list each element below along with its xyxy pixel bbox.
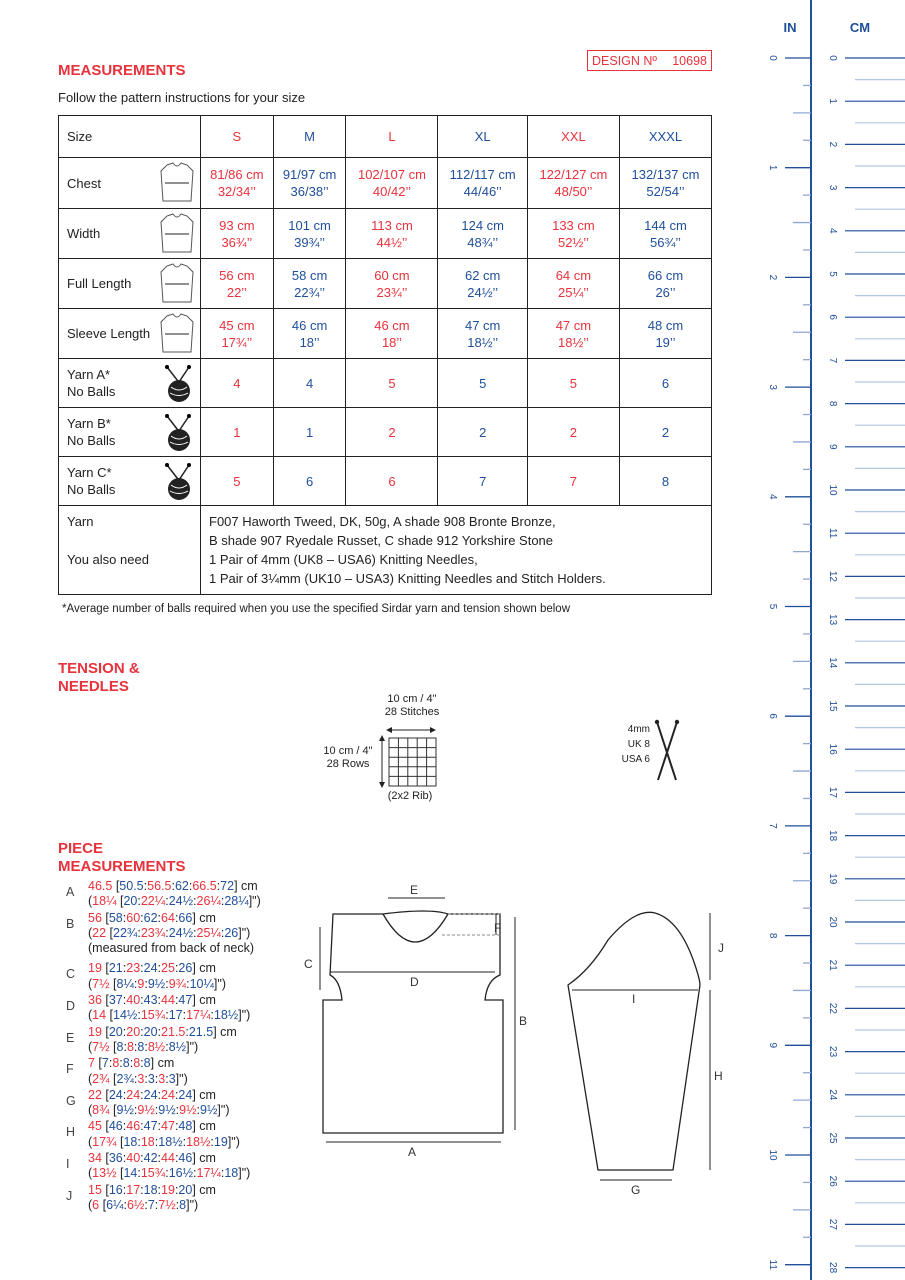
size-label: Size <box>59 116 201 158</box>
measurement-cell: 60 cm 23¾’’ <box>346 259 438 309</box>
inch-number: 6 <box>767 713 778 719</box>
measurement-cell: 132/137 cm 52/54’’ <box>619 158 711 209</box>
measurement-cell: 45 cm 17¾’’ <box>201 309 274 359</box>
measuring-ruler <box>760 0 905 1280</box>
row-label: Full Length <box>67 276 132 291</box>
tension-width-label: 10 cm / 4" 28 Stitches <box>384 693 440 718</box>
ball-count: 5 <box>346 359 438 408</box>
piece-measurements-list <box>66 879 261 1213</box>
yarn-balls-row: Yarn C* No Balls 5 6 6 7 7 8 <box>59 457 712 506</box>
cm-number: 10 <box>827 484 838 496</box>
cm-number: 26 <box>827 1175 838 1187</box>
ball-count: 1 <box>273 408 346 457</box>
row-label: Chest <box>67 175 101 191</box>
cm-number: 17 <box>827 786 838 798</box>
ball-count: 7 <box>527 457 619 506</box>
label-i: I <box>632 992 636 1006</box>
needle-size-label: 4mm UK 8 USA 6 <box>621 724 650 765</box>
inch-number: 4 <box>767 494 778 500</box>
measurement-cell: 46 cm 18’’ <box>346 309 438 359</box>
cm-number: 12 <box>827 570 838 582</box>
ball-count: 2 <box>619 408 711 457</box>
label-h: H <box>714 1069 723 1083</box>
measurements-intro: Follow the pattern instructions for your size <box>58 90 306 105</box>
cm-number: 6 <box>827 314 838 320</box>
piece-measurement-j: J 15 [16:17:18:19:20] cm (6 [6¼:6½:7:7½:8]") <box>66 1182 216 1212</box>
piece-measurement-h: H 45 [46:46:47:47:48] cm (17¾ [18:18:18½:18½:19]") <box>66 1119 240 1149</box>
measurement-cell: 81/86 cm 32/34’’ <box>201 158 274 209</box>
measurement-cell: 47 cm 18½’’ <box>527 309 619 359</box>
cm-number: 14 <box>827 657 838 669</box>
cm-number: 22 <box>827 1002 838 1014</box>
ball-count: 5 <box>201 457 274 506</box>
cm-number: 28 <box>827 1262 838 1274</box>
design-label: DESIGN Nº <box>592 53 657 68</box>
label-j: J <box>718 941 724 955</box>
measurement-cell: 56 cm 22’’ <box>201 259 274 309</box>
cm-number: 18 <box>827 830 838 842</box>
tension-height-label: 10 cm / 4" 28 Rows <box>323 745 373 770</box>
table-row <box>59 209 712 259</box>
yarn-info-row: Yarn You also need F007 Haworth Tweed, DK, 50g, A shade 908 Bronte Bronze, B shade 907 Ryedale Russet, C shade 912 Yorkshire Stone 1 Pair of 4mm (UK8 – USA6) Knitting Needles, 1 Pair of 3¼mm (UK10 – USA3) Knitting Needles and Stitch Holders. <box>59 506 712 595</box>
inch-number: 11 <box>767 1259 778 1270</box>
tension-title-2: NEEDLES <box>58 678 129 695</box>
measurement-cell: 91/97 cm 36/38’’ <box>273 158 346 209</box>
measurement-cell: 112/117 cm 44/46’’ <box>438 158 527 209</box>
inch-number: 0 <box>767 55 778 61</box>
size-header-xxl: XXL <box>527 116 619 158</box>
ball-count: 1 <box>201 408 274 457</box>
cm-number: 19 <box>827 873 838 885</box>
piece-measurements-heading: PIECE MEASUREMENTS <box>58 840 186 875</box>
size-header-xl: XL <box>438 116 527 158</box>
inch-label: IN <box>783 20 797 35</box>
size-header-m: M <box>273 116 346 158</box>
size-header-xxxl: XXXL <box>619 116 711 158</box>
cm-number: 25 <box>827 1132 838 1144</box>
measurements-table <box>58 115 712 595</box>
measurement-cell: 102/107 cm 40/42’’ <box>346 158 438 209</box>
tension-grid-icon <box>378 718 440 790</box>
label-e: E <box>410 883 419 897</box>
piece-measurement-i: I 34 [36:40:42:44:46] cm (13½ [14:15¾:16½:17¼:18]") <box>66 1151 251 1181</box>
body-piece-outline <box>323 911 503 1133</box>
yarn-note: *Average number of balls required when you use the specified Sirdar yarn and tension shown below <box>62 603 571 615</box>
inch-number: 1 <box>767 164 778 171</box>
row-label: Sleeve Length <box>67 326 151 341</box>
ball-count: 2 <box>438 408 527 457</box>
tension-stitch-label: (2x2 Rib) <box>387 790 433 802</box>
yarn-balls-row: Yarn B* No Balls 1 1 2 2 2 2 <box>59 408 712 457</box>
size-header-l: L <box>346 116 438 158</box>
ball-count: 8 <box>619 457 711 506</box>
table-row <box>59 259 712 309</box>
cm-number: 2 <box>827 141 838 148</box>
cm-number: 23 <box>827 1046 838 1058</box>
size-header-s: S <box>201 116 274 158</box>
inch-number: 3 <box>767 384 778 390</box>
cm-number: 5 <box>827 271 838 277</box>
measurement-cell: 122/127 cm 48/50’’ <box>527 158 619 209</box>
piece-measurement-a: A 46.5 [50.5:56.5:62:66.5:72] cm (18¼ [20:22¼:24½:26¼:28¼]") <box>66 879 261 909</box>
label-g: G <box>631 1183 641 1197</box>
ball-count: 2 <box>346 408 438 457</box>
inch-number: 8 <box>767 932 778 939</box>
label-c: C <box>304 957 313 971</box>
measurement-cell: 58 cm 22¾’’ <box>273 259 346 309</box>
measurement-cell: 66 cm 26’’ <box>619 259 711 309</box>
cm-number: 7 <box>827 357 838 364</box>
cm-label: CM <box>849 20 871 35</box>
ball-count: 5 <box>527 359 619 408</box>
ball-count: 6 <box>619 359 711 408</box>
measurement-cell: 64 cm 25¼’’ <box>527 259 619 309</box>
measurement-cell: 101 cm 39¾’’ <box>273 209 346 259</box>
label-a: A <box>408 1145 417 1159</box>
ball-count: 6 <box>346 457 438 506</box>
piece-measurement-f: F 7 [7:8:8:8:8] cm (2¾ [2¾:3:3:3:3]") <box>66 1056 188 1086</box>
cm-number: 11 <box>827 528 838 539</box>
label-b: B <box>519 1014 528 1028</box>
table-row <box>59 309 712 359</box>
measurement-cell: 46 cm 18’’ <box>273 309 346 359</box>
knitting-needles-icon <box>652 718 682 784</box>
cm-number: 13 <box>827 614 838 626</box>
cm-number: 9 <box>827 444 838 450</box>
ball-count: 2 <box>527 408 619 457</box>
inch-number: 5 <box>767 603 778 610</box>
measurement-cell: 133 cm 52½’’ <box>527 209 619 259</box>
inch-number: 2 <box>767 274 778 281</box>
cm-number: 0 <box>827 55 838 61</box>
ball-count: 4 <box>273 359 346 408</box>
sleeve-piece-outline <box>568 912 700 1170</box>
design-number: 10698 <box>672 53 707 68</box>
measurement-cell: 47 cm 18½’’ <box>438 309 527 359</box>
cm-number: 27 <box>827 1218 838 1230</box>
piece-measurement-g: G 22 [24:24:24:24:24] cm (8¾ [9½:9½:9½:9½:9½]") <box>66 1087 230 1118</box>
inch-number: 10 <box>767 1149 778 1161</box>
cm-number: 15 <box>827 700 838 712</box>
piece-measurement-b: B 56 [58:60:62:64:66] cm (22 [22¾:23¾:24½:25¼:26]") (measured from back of neck) <box>66 910 255 956</box>
ball-count: 4 <box>201 359 274 408</box>
ball-count: 5 <box>438 359 527 408</box>
design-number-box <box>587 50 712 71</box>
label-f: F <box>494 921 502 935</box>
measurement-cell: 113 cm 44½’’ <box>346 209 438 259</box>
cm-number: 16 <box>827 743 838 755</box>
measurements-heading: MEASUREMENTS <box>58 62 186 79</box>
measurement-cell: 124 cm 48¾’’ <box>438 209 527 259</box>
cm-number: 8 <box>827 400 838 407</box>
inch-number: 9 <box>767 1042 778 1049</box>
schematic-diagram <box>290 880 730 1200</box>
yarn-info-line: 1 Pair of 3¼mm (UK10 – USA3) Knitting Needles and Stitch Holders. <box>209 571 606 586</box>
label-d: D <box>410 975 419 989</box>
cm-number: 3 <box>827 184 838 191</box>
yarn-info-line: B shade 907 Ryedale Russet, C shade 912 Yorkshire Stone <box>209 533 554 548</box>
cm-number: 1 <box>827 98 838 104</box>
measurement-cell: 62 cm 24½’’ <box>438 259 527 309</box>
inch-number: 7 <box>767 823 778 829</box>
tension-heading <box>58 660 140 696</box>
measurement-cell: 48 cm 19’’ <box>619 309 711 359</box>
piece-measurement-d: D 36 [37:40:43:44:47] cm (14 [14½:15¾:17:17¼:18½]") <box>66 993 251 1023</box>
yarn-info-line: F007 Haworth Tweed, DK, 50g, A shade 908 Bronte Bronze, <box>209 514 556 529</box>
piece-measurement-c: C 19 [21:23:24:25:26] cm (7½ [8¼:9:9½:9¾:10¼]") <box>66 961 226 991</box>
yarn-balls-row: Yarn A* No Balls 4 4 5 5 5 6 <box>59 359 712 408</box>
table-row <box>59 158 712 209</box>
measurement-cell: 144 cm 56¾’’ <box>619 209 711 259</box>
row-label: Width <box>67 226 101 241</box>
cm-number: 20 <box>827 916 838 928</box>
ball-count: 6 <box>273 457 346 506</box>
cm-number: 24 <box>827 1089 838 1101</box>
ball-count: 7 <box>438 457 527 506</box>
cm-number: 21 <box>827 959 838 971</box>
measurement-cell: 93 cm 36¾’’ <box>201 209 274 259</box>
yarn-info-line: 1 Pair of 4mm (UK8 – USA6) Knitting Needles, <box>209 552 478 567</box>
tension-title-1: TENSION & <box>58 660 140 677</box>
table-header-row <box>59 116 712 158</box>
piece-measurement-e: E 19 [20:20:20:21.5:21.5] cm (7½ [8:8:8:8½:8½]") <box>66 1024 237 1054</box>
cm-number: 4 <box>827 228 838 234</box>
